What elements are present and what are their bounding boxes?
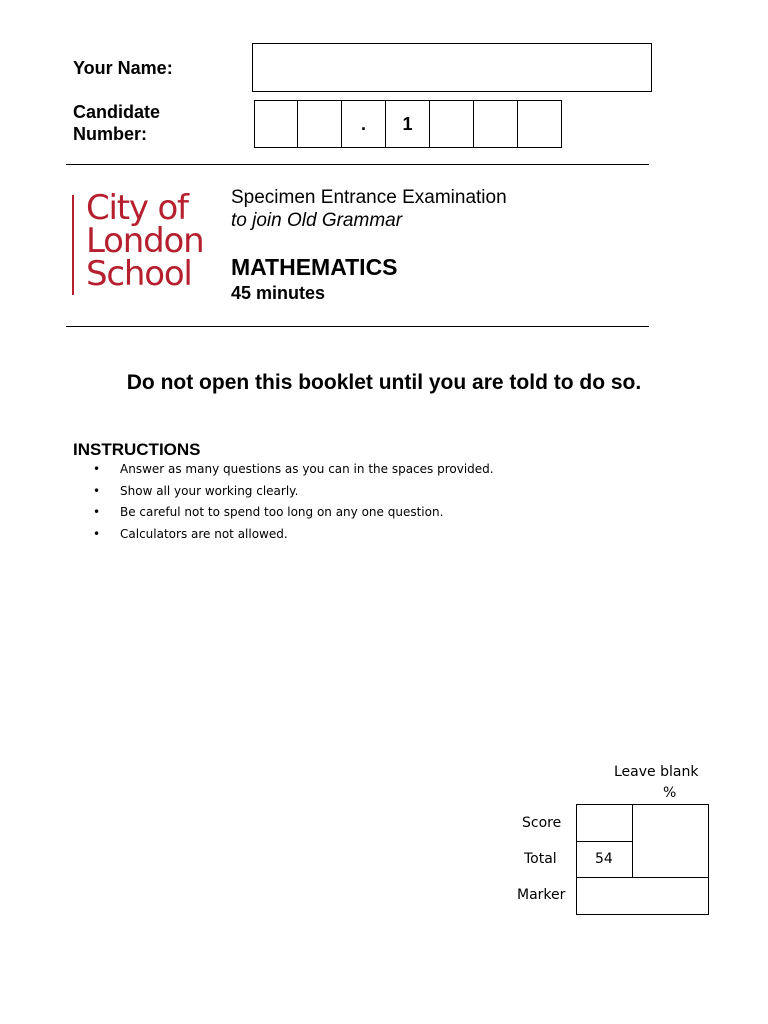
leave-blank-label: Leave blank	[614, 764, 699, 780]
logo-line-1: City of	[86, 188, 188, 228]
top-divider	[66, 164, 649, 165]
list-item	[93, 459, 494, 481]
candidate-digit-box[interactable]	[473, 100, 518, 148]
logo-line-2: London	[86, 221, 204, 261]
bullet-icon: •	[93, 505, 101, 519]
exam-duration: 45 minutes	[231, 283, 326, 303]
school-logo	[86, 188, 204, 294]
marker-label: Marker	[517, 887, 566, 903]
instruction-text: Show all your working clearly.	[120, 483, 299, 498]
score-label: Score	[522, 815, 562, 831]
percent-box[interactable]	[632, 804, 709, 878]
name-label: Your Name:	[73, 58, 173, 78]
name-input-box[interactable]	[252, 43, 652, 92]
instruction-text: Be careful not to spend too long on any one question.	[120, 505, 444, 519]
candidate-digit-box[interactable]: 1	[385, 100, 430, 148]
exam-subject: MATHEMATICS	[231, 254, 398, 280]
total-label: Total	[524, 851, 557, 867]
candidate-label-line1: Candidate	[73, 102, 161, 122]
exam-title: Specimen Entrance Examination	[231, 187, 507, 208]
bullet-icon: •	[93, 526, 101, 541]
candidate-label-line2: Number:	[73, 124, 148, 144]
logo-line-3: School	[86, 254, 192, 294]
candidate-digit-box[interactable]	[254, 100, 298, 148]
score-box[interactable]	[576, 804, 633, 842]
bottom-divider	[66, 326, 649, 327]
instructions-list	[93, 459, 494, 545]
list-item	[93, 481, 494, 503]
logo-bar	[72, 195, 74, 295]
exam-subtitle: to join Old Grammar	[231, 210, 403, 231]
total-box: 54	[576, 841, 633, 878]
candidate-digit-box[interactable]	[429, 100, 474, 148]
bullet-icon: •	[93, 483, 101, 498]
marker-box[interactable]	[576, 877, 709, 915]
list-item	[93, 524, 494, 546]
bullet-icon: •	[93, 462, 101, 476]
list-item	[93, 502, 494, 524]
instructions-heading: INSTRUCTIONS	[73, 440, 201, 459]
candidate-number-label	[73, 101, 160, 145]
instruction-text: Calculators are not allowed.	[120, 526, 288, 541]
candidate-digit-box[interactable]	[297, 100, 342, 148]
candidate-digit-box[interactable]	[517, 100, 562, 148]
candidate-digit-box[interactable]: .	[341, 100, 386, 148]
percent-label: %	[663, 785, 677, 801]
instruction-text: Answer as many questions as you can in the spaces provided.	[120, 462, 494, 476]
warning-text: Do not open this booklet until you are told to do so.	[126, 371, 642, 394]
